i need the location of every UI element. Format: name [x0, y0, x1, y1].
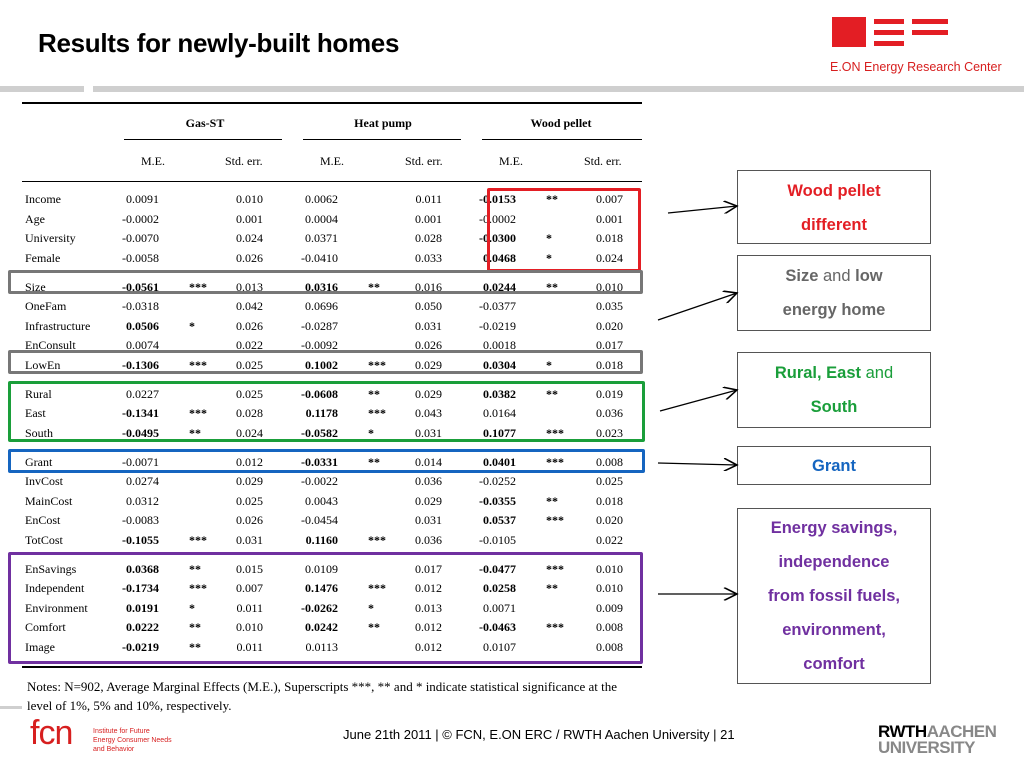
me-value: 0.0091	[126, 192, 159, 206]
std-err-value: 0.031	[415, 319, 442, 333]
significance-stars: ***	[189, 533, 207, 547]
std-err-value: 0.023	[596, 426, 623, 440]
row-label: MainCost	[25, 494, 73, 508]
me-value: -0.1341	[122, 406, 159, 420]
std-err-value: 0.020	[596, 319, 623, 333]
table-row	[22, 319, 642, 338]
std-err-value: 0.028	[415, 231, 442, 245]
me-value: 0.0274	[126, 474, 159, 488]
std-err-value: 0.010	[236, 620, 263, 634]
me-value: -0.0262	[301, 601, 338, 615]
std-err-value: 0.043	[415, 406, 442, 420]
me-value: 0.0242	[305, 620, 338, 634]
note-rural-east-south	[737, 352, 931, 428]
row-label: InvCost	[25, 474, 64, 488]
std-err-value: 0.031	[415, 513, 442, 527]
std-err-value: 0.007	[596, 192, 623, 206]
std-err-value: 0.010	[596, 280, 623, 294]
me-value: 0.0312	[126, 494, 159, 508]
me-value: -0.0083	[122, 513, 159, 527]
row-label: Rural	[25, 387, 52, 401]
me-value: 0.0107	[483, 640, 516, 654]
group-header: Wood pellet	[530, 116, 592, 130]
std-err-value: 0.029	[415, 494, 442, 508]
std-err-value: 0.018	[596, 231, 623, 245]
me-value: -0.0454	[301, 513, 338, 527]
std-err-value: 0.031	[236, 533, 263, 547]
significance-stars: *	[546, 251, 552, 265]
me-value: -0.0561	[122, 280, 159, 294]
row-label: OneFam	[25, 299, 67, 313]
me-value: 0.0316	[305, 280, 338, 294]
me-value: -0.0608	[301, 387, 338, 401]
std-err-value: 0.024	[236, 231, 263, 245]
me-value: 0.0113	[305, 640, 338, 654]
me-value: -0.0071	[122, 455, 159, 469]
std-err-value: 0.011	[415, 192, 442, 206]
me-value: 0.0371	[305, 231, 338, 245]
highlight-rural-east-south	[8, 381, 645, 442]
significance-stars: ***	[368, 581, 386, 595]
me-value: 0.0244	[483, 280, 516, 294]
me-value: 0.0109	[305, 562, 338, 576]
significance-stars: **	[368, 387, 380, 401]
significance-stars: *	[189, 319, 195, 333]
std-err-value: 0.029	[415, 358, 442, 372]
row-label: Size	[25, 280, 46, 294]
significance-stars: ***	[189, 280, 207, 294]
table-row	[22, 474, 642, 493]
row-label: Income	[25, 192, 61, 206]
me-value: 0.0468	[483, 251, 516, 265]
note-line: Wood pellet	[787, 182, 881, 200]
table-row	[22, 513, 642, 532]
std-err-value: 0.029	[415, 387, 442, 401]
std-err-value: 0.031	[415, 426, 442, 440]
header-divider	[0, 86, 84, 92]
me-value: -0.0219	[122, 640, 159, 654]
me-value: 0.0401	[483, 455, 516, 469]
me-value: -0.0252	[479, 474, 516, 488]
std-err-value: 0.014	[415, 455, 442, 469]
std-err-value: 0.028	[236, 406, 263, 420]
std-err-value: 0.020	[596, 513, 623, 527]
row-label: Comfort	[25, 620, 66, 634]
me-value: 0.0222	[126, 620, 159, 634]
table-row	[22, 494, 642, 513]
note-line: from fossil fuels,	[767, 587, 901, 605]
std-err-value: 0.011	[236, 640, 263, 654]
significance-stars: **	[189, 562, 201, 576]
std-err-value: 0.029	[236, 474, 263, 488]
footer-text: June 21th 2011 | © FCN, E.ON ERC / RWTH Aachen University | 21	[343, 727, 735, 742]
me-value: -0.0331	[301, 455, 338, 469]
significance-stars: **	[368, 280, 380, 294]
me-value: -0.0355	[479, 494, 516, 508]
me-value: -0.0153	[479, 192, 516, 206]
me-value: 0.0227	[126, 387, 159, 401]
std-err-value: 0.013	[236, 280, 263, 294]
std-err-value: 0.022	[236, 338, 263, 352]
std-err-value: 0.001	[415, 212, 442, 226]
significance-stars: *	[189, 601, 195, 615]
std-err-value: 0.013	[415, 601, 442, 615]
me-value: -0.0300	[479, 231, 516, 245]
table-row	[22, 533, 642, 552]
me-value: -0.0022	[301, 474, 338, 488]
note-line: South	[810, 398, 858, 416]
note-line: environment,	[782, 621, 886, 639]
significance-stars: **	[189, 620, 201, 634]
significance-stars: ***	[368, 533, 386, 547]
row-label: TotCost	[25, 533, 63, 547]
me-value: -0.0477	[479, 562, 516, 576]
me-value: 0.0368	[126, 562, 159, 576]
row-label: EnConsult	[25, 338, 76, 352]
row-label: Grant	[25, 455, 53, 469]
highlight-grant	[8, 449, 645, 473]
col-header: Std. err.	[225, 154, 263, 168]
significance-stars: **	[546, 494, 558, 508]
row-label: LowEn	[25, 358, 61, 372]
me-value: -0.0058	[122, 251, 159, 265]
significance-stars: *	[546, 358, 552, 372]
header-divider	[93, 86, 1024, 92]
eon-erc-logo	[830, 15, 1010, 85]
arrow-icon	[668, 206, 737, 213]
rwth-logo: RWTHAACHEN UNIVERSITY	[878, 722, 997, 757]
std-err-value: 0.010	[596, 581, 623, 595]
me-value: 0.0074	[126, 338, 159, 352]
me-value: 0.1077	[483, 426, 516, 440]
significance-stars: **	[368, 455, 380, 469]
group-header: Heat pump	[354, 116, 412, 130]
std-err-value: 0.019	[596, 387, 623, 401]
std-err-value: 0.010	[236, 192, 263, 206]
row-label: University	[25, 231, 76, 245]
row-label: Age	[25, 212, 45, 226]
me-value: -0.0002	[479, 212, 516, 226]
std-err-value: 0.012	[236, 455, 263, 469]
note-line: independence	[778, 553, 890, 571]
significance-stars: ***	[546, 455, 564, 469]
eon-erc-text: E.ON Energy Research Center	[830, 60, 1002, 74]
std-err-value: 0.036	[415, 474, 442, 488]
me-value: -0.1734	[122, 581, 159, 595]
table-row	[22, 299, 642, 318]
me-value: -0.0002	[122, 212, 159, 226]
significance-stars: *	[546, 231, 552, 245]
me-value: -0.0070	[122, 231, 159, 245]
std-err-value: 0.036	[415, 533, 442, 547]
me-value: 0.0537	[483, 513, 516, 527]
me-value: 0.0043	[305, 494, 338, 508]
significance-stars: ***	[368, 406, 386, 420]
std-err-value: 0.017	[596, 338, 623, 352]
me-value: -0.0287	[301, 319, 338, 333]
me-value: -0.0582	[301, 426, 338, 440]
std-err-value: 0.025	[236, 494, 263, 508]
std-err-value: 0.026	[236, 251, 263, 265]
significance-stars: ***	[546, 426, 564, 440]
significance-stars: ***	[546, 562, 564, 576]
std-err-value: 0.042	[236, 299, 263, 313]
significance-stars: ***	[368, 358, 386, 372]
row-label: Infrastructure	[25, 319, 91, 333]
me-value: 0.1160	[305, 533, 338, 547]
std-err-value: 0.012	[415, 581, 442, 595]
std-err-value: 0.016	[415, 280, 442, 294]
std-err-value: 0.010	[596, 562, 623, 576]
slide-title: Results for newly-built homes	[38, 28, 400, 58]
group-header: Gas-ST	[185, 116, 225, 130]
significance-stars: ***	[189, 581, 207, 595]
me-value: -0.0495	[122, 426, 159, 440]
significance-stars: **	[546, 192, 558, 206]
significance-stars: **	[189, 640, 201, 654]
me-value: 0.0191	[126, 601, 159, 615]
significance-stars: **	[546, 280, 558, 294]
me-value: 0.0696	[305, 299, 338, 313]
std-err-value: 0.025	[236, 358, 263, 372]
me-value: -0.1055	[122, 533, 159, 547]
note-energy-savings	[737, 508, 931, 684]
std-err-value: 0.018	[596, 494, 623, 508]
note-size-low-energy	[737, 255, 931, 331]
me-value: 0.1476	[305, 581, 338, 595]
me-value: -0.0377	[479, 299, 516, 313]
significance-stars: ***	[546, 620, 564, 634]
significance-stars: **	[546, 581, 558, 595]
note-grant	[737, 446, 931, 485]
col-header: M.E.	[320, 154, 344, 168]
std-err-value: 0.036	[596, 406, 623, 420]
me-value: 0.0304	[483, 358, 516, 372]
std-err-value: 0.026	[415, 338, 442, 352]
me-value: -0.0092	[301, 338, 338, 352]
row-label: East	[25, 406, 46, 420]
std-err-value: 0.001	[236, 212, 263, 226]
me-value: -0.0318	[122, 299, 159, 313]
std-err-value: 0.022	[596, 533, 623, 547]
arrow-icon	[660, 390, 737, 411]
std-err-value: 0.001	[596, 212, 623, 226]
me-value: -0.0410	[301, 251, 338, 265]
note-line: energy home	[782, 301, 886, 319]
note-line: Size and low	[785, 267, 883, 285]
std-err-value: 0.012	[415, 620, 442, 634]
footer-divider	[0, 706, 22, 709]
std-err-value: 0.025	[596, 474, 623, 488]
note-line: different	[801, 216, 867, 234]
std-err-value: 0.024	[596, 251, 623, 265]
row-label: Independent	[25, 581, 85, 595]
std-err-value: 0.008	[596, 620, 623, 634]
fcn-logo-subtitle: Institute for Future Energy Consumer Needs and Behavior	[93, 728, 172, 753]
me-value: 0.0004	[305, 212, 338, 226]
me-value: 0.0258	[483, 581, 516, 595]
std-err-value: 0.018	[596, 358, 623, 372]
significance-stars: *	[368, 601, 374, 615]
std-err-value: 0.007	[236, 581, 263, 595]
me-value: 0.0071	[483, 601, 516, 615]
row-label: South	[25, 426, 54, 440]
highlight-attitudes	[8, 552, 643, 664]
col-header: M.E.	[499, 154, 523, 168]
me-value: 0.0164	[483, 406, 516, 420]
std-err-value: 0.008	[596, 455, 623, 469]
highlight-lowen	[8, 350, 643, 374]
std-err-value: 0.009	[596, 601, 623, 615]
me-value: -0.0463	[479, 620, 516, 634]
std-err-value: 0.024	[236, 426, 263, 440]
std-err-value: 0.025	[236, 387, 263, 401]
fcn-logo-text: fcn	[30, 714, 73, 752]
std-err-value: 0.026	[236, 513, 263, 527]
arrow-icon	[658, 293, 737, 320]
row-label: EnSavings	[25, 562, 77, 576]
std-err-value: 0.017	[415, 562, 442, 576]
me-value: 0.0062	[305, 192, 338, 206]
std-err-value: 0.015	[236, 562, 263, 576]
row-label: Image	[25, 640, 55, 654]
highlight-size	[8, 270, 643, 294]
me-value: 0.1178	[305, 406, 338, 420]
arrow-icon	[658, 463, 737, 465]
row-label: EnCost	[25, 513, 61, 527]
significance-stars: ***	[189, 358, 207, 372]
std-err-value: 0.012	[415, 640, 442, 654]
me-value: 0.0382	[483, 387, 516, 401]
row-label: Environment	[25, 601, 88, 615]
significance-stars: *	[368, 426, 374, 440]
significance-stars: ***	[546, 513, 564, 527]
std-err-value: 0.035	[596, 299, 623, 313]
row-label: Female	[25, 251, 61, 265]
me-value: -0.1306	[122, 358, 159, 372]
me-value: 0.0018	[483, 338, 516, 352]
col-header: M.E.	[141, 154, 165, 168]
table-notes: Notes: N=902, Average Marginal Effects (M.E.), Superscripts ***, ** and * indicate statistical significance at the level of 1%, 5% and 10%, respectively.	[27, 679, 618, 713]
std-err-value: 0.050	[415, 299, 442, 313]
std-err-value: 0.026	[236, 319, 263, 333]
note-line: comfort	[803, 655, 865, 673]
eon-mark-icon	[832, 17, 950, 49]
me-value: 0.0506	[126, 319, 159, 333]
std-err-value: 0.011	[236, 601, 263, 615]
note-line: Energy savings,	[770, 519, 898, 537]
note-wood-pellet	[737, 170, 931, 244]
std-err-value: 0.033	[415, 251, 442, 265]
std-err-value: 0.008	[596, 640, 623, 654]
significance-stars: ***	[189, 406, 207, 420]
me-value: 0.1002	[305, 358, 338, 372]
col-header: Std. err.	[584, 154, 622, 168]
significance-stars: **	[189, 426, 201, 440]
note-line: Grant	[811, 457, 856, 475]
me-value: -0.0105	[479, 533, 516, 547]
me-value: -0.0219	[479, 319, 516, 333]
highlight-wood-pellet	[487, 188, 641, 272]
significance-stars: **	[368, 620, 380, 634]
significance-stars: **	[546, 387, 558, 401]
note-line: Rural, East and	[774, 364, 894, 382]
col-header: Std. err.	[405, 154, 443, 168]
